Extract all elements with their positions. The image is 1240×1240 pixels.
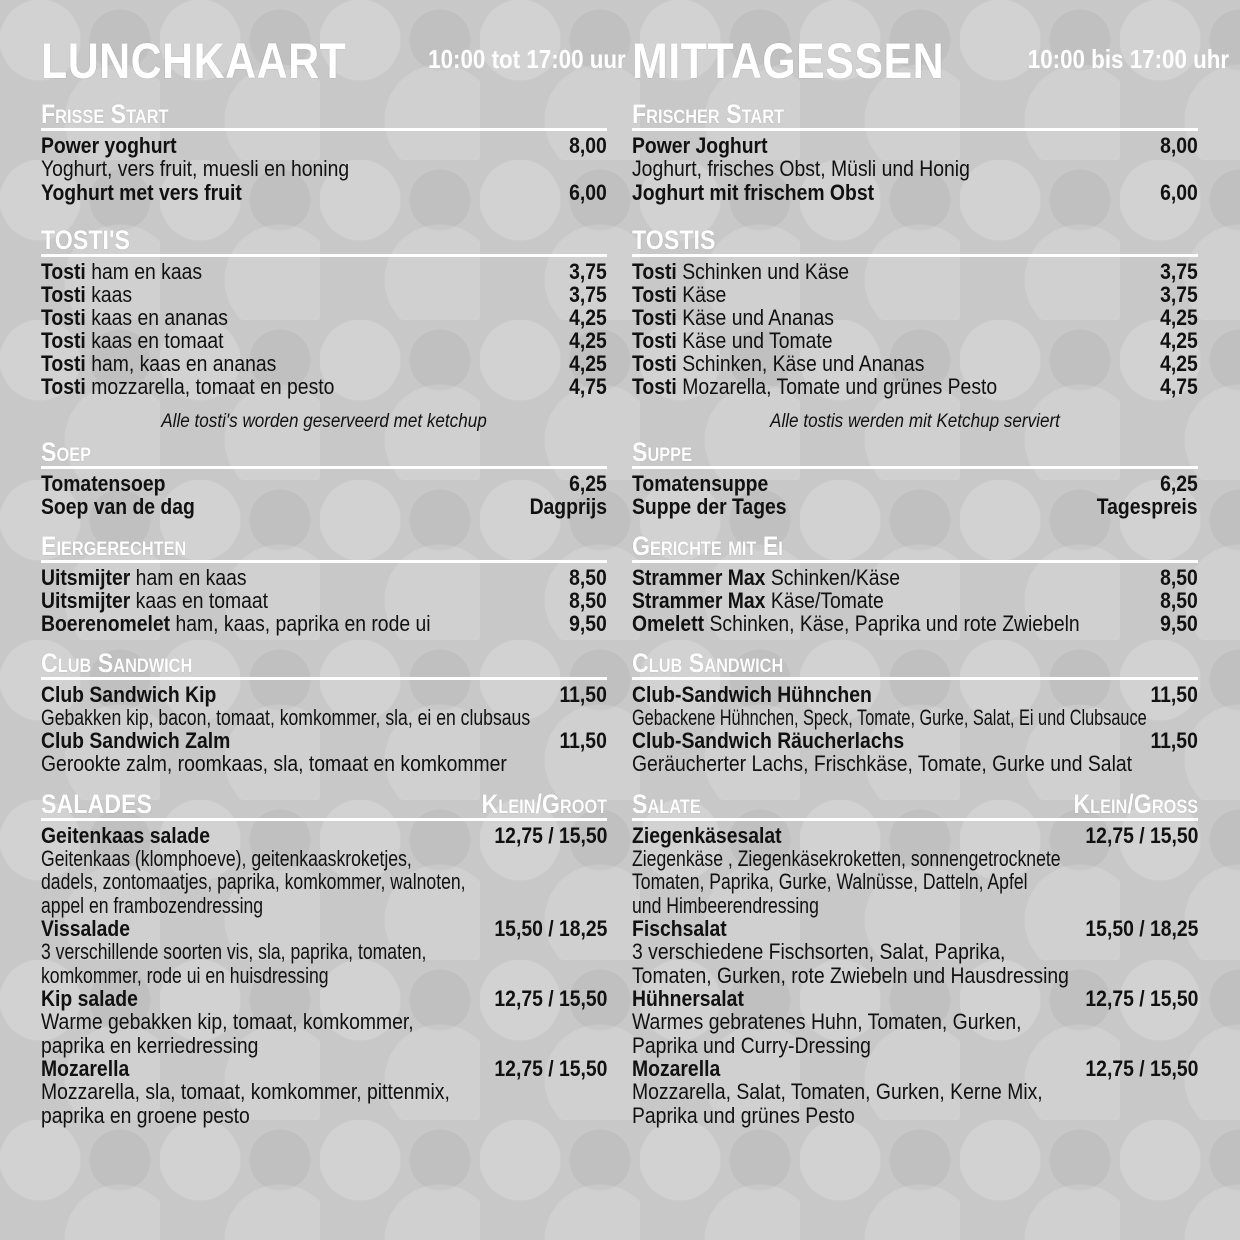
item-price: 9,50 (1160, 610, 1198, 636)
section-suppe (632, 436, 1198, 469)
menu-item (632, 283, 1198, 306)
item-description: Paprika und grünes Pesto (632, 1102, 855, 1128)
item-name: Strammer Max (632, 587, 766, 613)
item-price: 4,25 (1160, 350, 1198, 376)
item-price: 15,50 / 18,25 (1084, 916, 1198, 941)
section-title: Frischer Start (632, 99, 785, 129)
menu-title: LUNCHKAART (41, 33, 347, 89)
menu-item (41, 566, 607, 589)
menu-item (41, 352, 607, 375)
opening-hours: 10:00 bis 17:00 uhr (1027, 44, 1230, 74)
item-name: Vissalade (41, 916, 130, 941)
section-title: Club Sandwich (41, 647, 193, 678)
item-name: Tosti (41, 258, 86, 284)
item-name: Tosti (632, 327, 677, 353)
item-name: Tosti (41, 304, 86, 330)
item-detail: kaas en tomaat (85, 327, 224, 353)
section-title: Club Sandwich (632, 647, 784, 678)
item-description: paprika en kerriedressing (41, 1032, 259, 1058)
item-price: 3,75 (569, 258, 607, 284)
item-price: 4,25 (1160, 327, 1198, 353)
menu-item (41, 612, 607, 635)
column-header (632, 30, 1230, 89)
item-detail: Käse und Ananas (676, 304, 834, 330)
section-club-sandwich (632, 647, 1198, 680)
item-price: 4,25 (569, 350, 607, 376)
item-name: Power yoghurt (41, 133, 177, 158)
item-description: Mozzarella, sla, tomaat, komkommer, pittenmix, (41, 1079, 450, 1104)
item-name: Geitenkaas salade (41, 822, 210, 848)
item-detail: ham, kaas en ananas (85, 350, 277, 376)
item-description: Gerookte zalm, roomkaas, sla, tomaat en komkommer (41, 751, 507, 776)
section-frischer-start (632, 98, 1198, 131)
item-detail: Mozarella, Tomate und grünes Pesto (676, 373, 998, 399)
size-label: Klein/Groot (481, 788, 607, 819)
item-name: Club Sandwich Zalm (41, 728, 231, 753)
menu-item (632, 495, 1198, 518)
item-name: Power Joghurt (632, 133, 768, 158)
item-description: komkommer, rode ui en huisdressing (41, 962, 329, 988)
item-name: Tomatensuppe (632, 470, 769, 496)
menu-item (41, 824, 607, 847)
item-price: 12,75 / 15,50 (1084, 986, 1198, 1011)
section-title: TOSTIS (632, 224, 716, 255)
size-label: Klein/Groß (1073, 788, 1198, 819)
item-price: 8,50 (569, 587, 607, 613)
item-description: Joghurt, frisches Obst, Müsli und Honig (632, 156, 970, 181)
menu-item (41, 917, 607, 940)
item-description: Ziegenkäse , Ziegenkäsekroketten, sonnengetrocknete (632, 845, 1061, 871)
menu-item (632, 917, 1198, 940)
item-description: Geräucherter Lachs, Frischkäse, Tomate, Gurke und Salat (632, 751, 1133, 776)
menu-item (41, 134, 607, 157)
menu-item (632, 134, 1198, 157)
item-name: Club-Sandwich Räucherlachs (632, 728, 905, 753)
item-description: Paprika und Curry-Dressing (632, 1032, 871, 1058)
item-detail: Schinken, Käse, Paprika und rote Zwiebeln (704, 610, 1080, 636)
item-description: Yoghurt, vers fruit, muesli en honing (41, 156, 350, 181)
item-detail: ham en kaas (85, 258, 203, 284)
item-detail: Schinken, Käse und Ananas (676, 350, 925, 376)
section-soep (41, 436, 607, 469)
item-price: Tagespreis (1097, 493, 1198, 519)
item-price: 15,50 / 18,25 (493, 916, 607, 941)
section-tostis (632, 224, 1198, 257)
item-description: Gebackene Hühnchen, Speck, Tomate, Gurke, Salat, Ei und Clubsauce (632, 704, 1147, 730)
menu-item (41, 589, 607, 612)
item-price: 11,50 (559, 728, 607, 753)
item-price: 12,75 / 15,50 (493, 986, 607, 1011)
menu-item (41, 683, 607, 706)
item-detail: ham, kaas, paprika en rode ui (170, 610, 431, 636)
item-description: Warme gebakken kip, tomaat, komkommer, (41, 1009, 414, 1034)
item-name: Hühnersalat (632, 986, 744, 1011)
item-price: 8,00 (569, 133, 607, 158)
menu-item (41, 729, 607, 752)
item-name: Omelett (632, 610, 705, 636)
item-detail: Käse und Tomate (676, 327, 833, 353)
section-title: SALADES (41, 788, 152, 819)
column-header (41, 30, 626, 89)
item-description: 3 verschillende soorten vis, sla, paprika, tomaten, (41, 939, 427, 964)
menu-item (632, 375, 1198, 398)
item-detail: mozzarella, tomaat en pesto (85, 373, 335, 399)
item-detail: kaas en ananas (85, 304, 228, 330)
item-price: 12,75 / 15,50 (493, 822, 607, 848)
menu-item (632, 329, 1198, 352)
item-name: Tosti (632, 258, 677, 284)
menu-item (632, 472, 1198, 495)
item-name: Yoghurt met vers fruit (41, 179, 242, 205)
section-gerichte-mit-ei (632, 530, 1198, 563)
menu-title: MITTAGESSEN (632, 33, 945, 89)
item-name: Suppe der Tages (632, 493, 787, 519)
item-name: Tosti (632, 304, 677, 330)
section-eiergerechten (41, 530, 607, 563)
menu-item (632, 1057, 1198, 1080)
item-description: Mozzarella, Salat, Tomaten, Gurken, Kerne Mix, (632, 1079, 1043, 1104)
item-name: Joghurt mit frischem Obst (632, 179, 875, 205)
menu-item (41, 306, 607, 329)
item-description: paprika en groene pesto (41, 1102, 250, 1128)
item-price: 3,75 (569, 281, 607, 307)
section-club-sandwich (41, 647, 607, 680)
opening-hours: 10:00 tot 17:00 uur (428, 44, 626, 74)
item-name: Kip salade (41, 986, 138, 1011)
menu-item (632, 260, 1198, 283)
item-detail: Schinken/Käse (765, 564, 900, 590)
item-name: Tosti (632, 281, 677, 307)
section-title: TOSTI'S (41, 224, 130, 255)
menu-item (41, 987, 607, 1010)
menu-item (632, 589, 1198, 612)
item-description: Warmes gebratenes Huhn, Tomaten, Gurken, (632, 1009, 1022, 1034)
menu-item (632, 824, 1198, 847)
item-price: 6,00 (569, 179, 607, 205)
item-name: Boerenomelet (41, 610, 171, 636)
item-price: 11,50 (1150, 728, 1198, 753)
menu-item (632, 987, 1198, 1010)
item-description: 3 verschiedene Fischsorten, Salat, Paprika, (632, 939, 1006, 964)
item-name: Tomatensoep (41, 470, 166, 496)
item-price: 8,50 (1160, 587, 1198, 613)
section-tostis (41, 224, 607, 257)
item-name: Ziegenkäsesalat (632, 822, 782, 848)
item-price: 4,25 (569, 327, 607, 353)
item-price: 11,50 (559, 681, 607, 707)
menu-item (632, 352, 1198, 375)
item-price: 3,75 (1160, 258, 1198, 284)
item-price: 6,25 (1160, 470, 1198, 496)
item-name: Mozarella (632, 1056, 721, 1081)
item-description: Tomaten, Paprika, Gurke, Walnüsse, Datteln, Apfel (632, 869, 1028, 894)
item-description: Tomaten, Gurken, rote Zwiebeln und Hausdressing (632, 962, 1069, 988)
menu-item (632, 683, 1198, 706)
item-price: 6,00 (1160, 179, 1198, 205)
item-name: Tosti (41, 327, 86, 353)
item-price: 8,50 (1160, 564, 1198, 590)
item-name: Uitsmijter (41, 587, 131, 613)
section-salades (41, 788, 607, 821)
menu-item (41, 375, 607, 398)
item-description: Gebakken kip, bacon, tomaat, komkommer, sla, ei en clubsaus (41, 704, 531, 730)
item-name: Tosti (41, 350, 86, 376)
item-name: Club Sandwich Kip (41, 681, 217, 707)
item-price: 11,50 (1150, 681, 1198, 707)
item-price: 12,75 / 15,50 (1084, 1056, 1198, 1081)
menu-item (41, 472, 607, 495)
section-title: Gerichte mit Ei (632, 530, 783, 561)
menu-item (41, 329, 607, 352)
section-title: Salate (632, 788, 701, 819)
item-price: 6,25 (569, 470, 607, 496)
item-detail: Käse (676, 281, 727, 307)
item-price: 12,75 / 15,50 (1084, 822, 1198, 848)
menu-column-german (632, 30, 1230, 1128)
menu-column-dutch (41, 30, 626, 1128)
item-price: 4,75 (569, 373, 607, 399)
item-price: 4,25 (1160, 304, 1198, 330)
menu-item (41, 260, 607, 283)
item-description: und Himbeerendressing (632, 892, 819, 918)
section-salate (632, 788, 1198, 821)
item-name: Tosti (632, 373, 677, 399)
item-name: Uitsmijter (41, 564, 131, 590)
item-price: 4,75 (1160, 373, 1198, 399)
item-detail: Käse/Tomate (765, 587, 884, 613)
section-title: Eiergerechten (41, 530, 187, 561)
menu-item (41, 1057, 607, 1080)
item-name: Strammer Max (632, 564, 766, 590)
item-name: Soep van de dag (41, 493, 195, 519)
menu-item (632, 612, 1198, 635)
menu-item (632, 729, 1198, 752)
item-name: Mozarella (41, 1056, 130, 1081)
section-title: Frisse Start (41, 99, 169, 129)
menu-item (41, 181, 607, 204)
item-price: 12,75 / 15,50 (493, 1056, 607, 1081)
item-price: 3,75 (1160, 281, 1198, 307)
item-name: Tosti (41, 281, 86, 307)
item-name: Fischsalat (632, 916, 727, 941)
item-name: Tosti (632, 350, 677, 376)
item-price: Dagprijs (529, 493, 607, 519)
item-detail: kaas en tomaat (130, 587, 269, 613)
item-name: Tosti (41, 373, 86, 399)
menu-item (41, 283, 607, 306)
item-price: 4,25 (569, 304, 607, 330)
tosti-note: Alle tosti's worden geserveerd met ketchup (161, 410, 487, 432)
item-description: Geitenkaas (klomphoeve), geitenkaaskroketjes, (41, 845, 412, 871)
menu-item (632, 181, 1198, 204)
item-price: 8,00 (1160, 133, 1198, 158)
item-detail: ham en kaas (130, 564, 247, 590)
menu-item (632, 566, 1198, 589)
item-description: appel en frambozendressing (41, 892, 264, 918)
item-name: Club-Sandwich Hühnchen (632, 681, 872, 707)
section-title: Suppe (632, 436, 692, 467)
section-frisse-start (41, 98, 607, 131)
item-description: dadels, zontomaatjes, paprika, komkommer, walnoten, (41, 869, 466, 894)
item-detail: Schinken und Käse (676, 258, 850, 284)
tosti-note: Alle tostis werden mit Ketchup serviert (770, 410, 1060, 432)
menu-item (632, 306, 1198, 329)
item-price: 8,50 (569, 564, 607, 590)
section-title: Soep (41, 436, 92, 467)
menu-item (41, 495, 607, 518)
item-price: 9,50 (569, 610, 607, 636)
item-detail: kaas (85, 281, 133, 307)
